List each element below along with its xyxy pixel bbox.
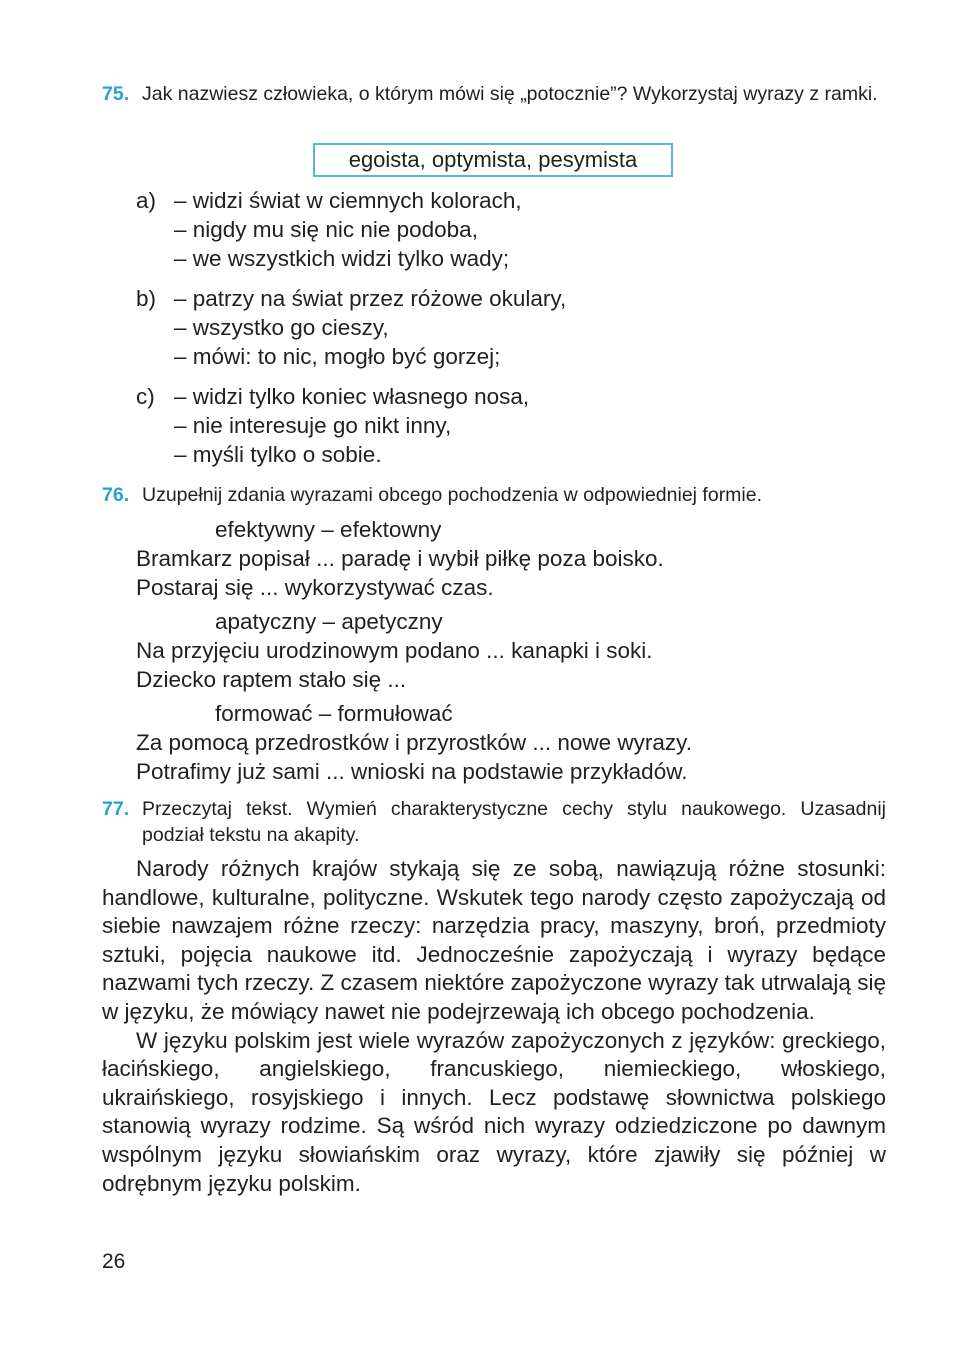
sentence: Dziecko raptem stało się ...	[136, 667, 407, 692]
exercise-number: 75.	[102, 83, 130, 105]
sentence: Na przyjęciu urodzinowym podano ... kanapki i soki.	[136, 638, 653, 663]
exercise-instruction: Jak nazwiesz człowieka, o którym mówi się „potocznie”? Wykorzystaj wyrazy z ramki.	[142, 83, 878, 105]
item-label: c)	[136, 384, 155, 409]
sentence: Za pomocą przedrostków i przyrostków ... nowe wyrazy.	[136, 730, 693, 755]
exercise-instruction: Uzupełnij zdania wyrazami obcego pochodzenia w odpowiedniej formie.	[142, 484, 763, 506]
item-line: – we wszystkich widzi tylko wady;	[174, 246, 510, 271]
sentence: Potrafimy już sami ... wnioski na podstawie przykładów.	[136, 759, 688, 784]
exercise-77	[102, 796, 886, 848]
item-line: – mówi: to nic, mogło być gorzej;	[174, 344, 501, 369]
item-line: – nie interesuje go nikt inny,	[174, 413, 452, 438]
item-line: – patrzy na świat przez różowe okulary,	[174, 286, 567, 311]
exercise-number: 77.	[102, 798, 130, 820]
sentence: Bramkarz popisał ... paradę i wybił piłkę poza boisko.	[136, 546, 664, 571]
word-pair: formować – formułować	[215, 701, 453, 726]
exercise-instruction: Przeczytaj tekst. Wymień charakterystyczne cechy stylu naukowego. Uzasadnij podział tekstu na akapity.	[142, 798, 886, 846]
word-box: egoista, optymista, pesymista	[313, 143, 673, 177]
item-label: b)	[136, 286, 157, 311]
exercise-number: 76.	[102, 484, 130, 506]
item-line: – myśli tylko o sobie.	[174, 442, 382, 467]
word-pair: efektywny – efektowny	[215, 517, 442, 542]
exercise-76	[102, 482, 886, 508]
exercise-75	[102, 81, 886, 107]
paragraph: W języku polskim jest wiele wyrazów zapożyczonych z języków: greckiego, łacińskiego, angielskiego, francuskiego, niemieckiego, włoskiego, ukraińskiego, rosyjskiego i innych. Lecz podstawę słownictwa polskiego stanowią wyrazy rodzime. Są wśród nich wyrazy odziedziczone po dawnym wspólnym języku słowiańskim oraz wyrazy, które zjawiły się później w odrębnym języku polskim.	[102, 1027, 886, 1196]
sentence: Postaraj się ... wykorzystywać czas.	[136, 575, 494, 600]
item-line: – widzi tylko koniec własnego nosa,	[174, 384, 530, 409]
word-pair: apatyczny – apetyczny	[215, 609, 443, 634]
item-line: – nigdy mu się nic nie podoba,	[174, 217, 478, 242]
page-number: 26	[102, 1250, 126, 1273]
reading-text	[102, 855, 886, 1198]
paragraph: Narody różnych krajów stykają się ze sobą, nawiązują różne stosunki: handlowe, kulturalne, polityczne. Wskutek tego narody często zapożyczają od siebie nawzajem różne rzeczy: narzędzia pracy, maszyny, broń, przedmioty sztuki, pojęcia naukowe itd. Jednocześnie zapożyczają i wyrazy będące nazwami tych rzeczy. Z czasem niektóre zapożyczone wyrazy tak utrwalają się w języku, że mówiący nawet nie podejrzewają ich obcego pochodzenia.	[102, 856, 886, 1024]
item-line: – widzi świat w ciemnych kolorach,	[174, 188, 522, 213]
item-label: a)	[136, 188, 157, 213]
item-line: – wszystko go cieszy,	[174, 315, 389, 340]
